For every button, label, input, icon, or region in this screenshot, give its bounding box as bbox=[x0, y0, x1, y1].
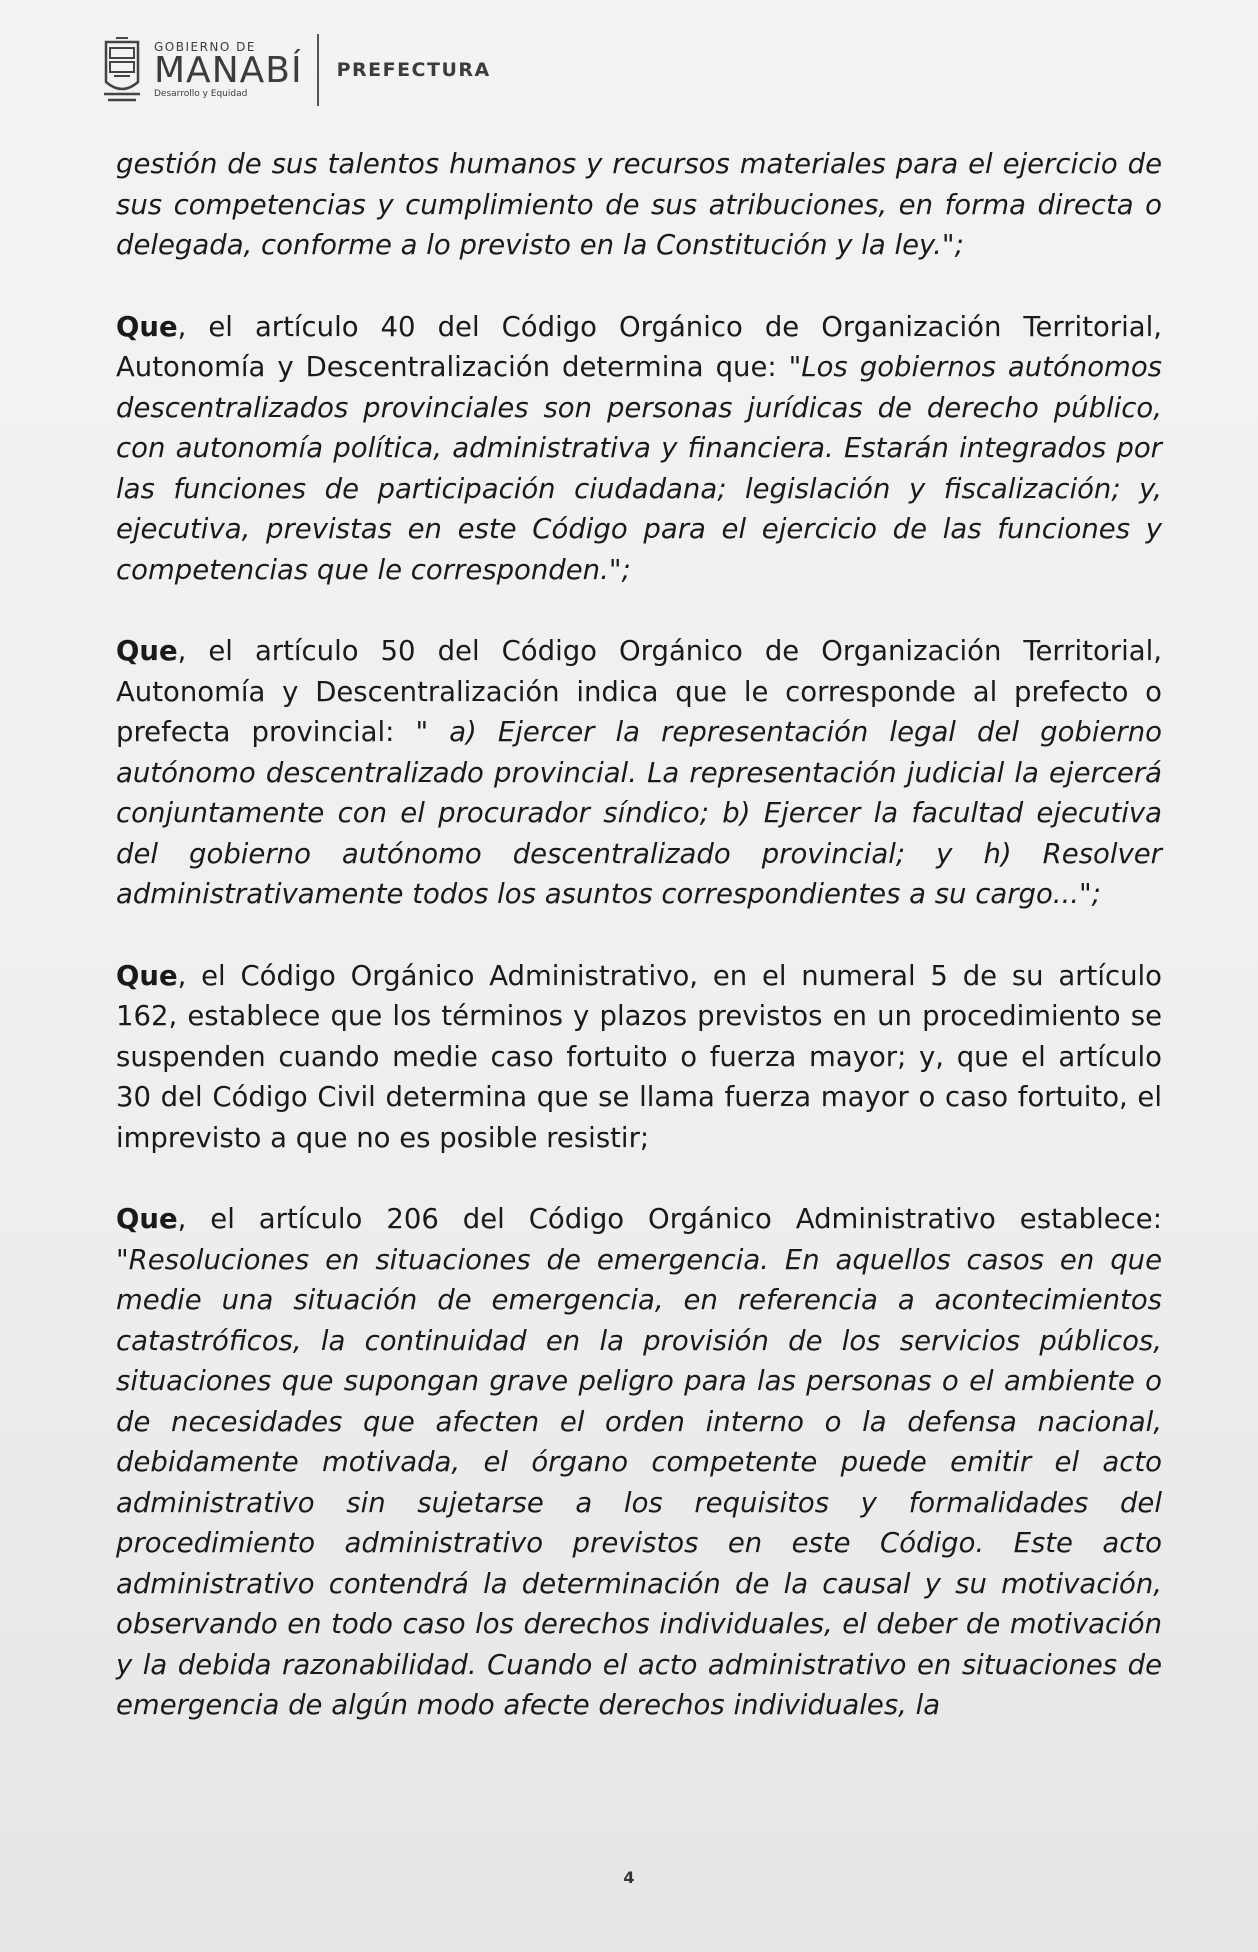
paragraph-text: gestión de sus talentos humanos y recursos materiales para el ejercicio de sus competencias y cumplimiento de sus atribuciones, en forma directa o delegada, conforme a lo previsto en la Constitución y la ley."; bbox=[116, 148, 1162, 261]
paragraph-text: , el artículo 206 del Código Orgánico Administrativo establece: bbox=[177, 1203, 1162, 1235]
header-divider bbox=[317, 34, 319, 106]
paragraph-lead: Que bbox=[116, 635, 178, 667]
paragraph-lead: Que bbox=[116, 959, 178, 992]
paragraph-text: , el artículo 50 del Código Orgánico de Organización Territorial, Autonomía y Descentralización indica que le corresponde al prefecto o prefecta provincial: bbox=[116, 635, 1162, 748]
paragraph-articulo-50 bbox=[116, 631, 1162, 915]
continued-paragraph bbox=[116, 144, 1162, 266]
paragraph-text: , el Código Orgánico Administrativo, en el numeral 5 de su artículo 162, establece que los términos y plazos previstos en un procedimiento se suspenden cuando medie caso fortuito o fuerza mayor; y, que el artículo 30 del Código Civil determina que se llama fuerza mayor o caso fortuito, el imprevisto a que no es posible resistir; bbox=[116, 959, 1162, 1154]
paragraph-quote: "Resoluciones en situaciones de emergencia. En aquellos casos en que medie una situación de emergencia, en referencia a acontecimientos catastróficos, la continuidad en la provisión de los servicios públicos, situaciones que supongan grave peligro para las personas o el ambiente o de necesidades que afecten el orden interno o la defensa nacional, debidamente motivada, el órgano competente puede emitir el acto administrativo sin sujetarse a los requisitos y formalidades del procedimiento administrativo previstos en este Código. Este acto administrativo contendrá la determinación de la causal y su motivación, observando en todo caso los derechos individuales, el deber de motivación y la debida razonabilidad. Cuando el acto administrativo en situaciones de emergencia de algún modo afecte derechos individuales, la bbox=[116, 1243, 1162, 1721]
paragraph-text: , el artículo 40 del Código Orgánico de Organización Territorial, Autonomía y Descentralización determina que: bbox=[116, 310, 1162, 383]
paragraph-quote: "Los gobiernos autónomos descentralizados provinciales son personas jurídicas de derecho público, con autonomía política, administrativa y financiera. Estarán integrados por las funciones de participación ciudadana; legislación y fiscalización; y, ejecutiva, previstas en este Código para el ejercicio de las funciones y competencias que le corresponden."; bbox=[116, 351, 1162, 586]
page-number: 4 bbox=[623, 1868, 635, 1887]
paragraph-articulo-40 bbox=[116, 307, 1162, 591]
letterhead bbox=[100, 30, 491, 110]
paragraph-articulo-206 bbox=[116, 1199, 1162, 1726]
tagline: Desarrollo y Equidad bbox=[154, 89, 248, 99]
paragraph-quote: " a) Ejercer la representación legal del gobierno autónomo descentralizado provincial. La representación judicial la ejercerá conjuntamente con el procurador síndico; b) Ejercer la facultad ejecutiva del gobierno autónomo descentralizado provincial; y h) Resolver administrativamente todos los asuntos correspondientes a su cargo..."; bbox=[116, 716, 1162, 910]
prefectura-label: PREFECTURA bbox=[336, 59, 491, 81]
paragraph-lead: Que bbox=[116, 1203, 178, 1235]
manabi-wordmark: MANABÍ bbox=[154, 50, 303, 91]
coat-of-arms-icon bbox=[100, 34, 144, 106]
paragraph-lead: Que bbox=[116, 310, 178, 343]
brand-block bbox=[154, 41, 303, 99]
paragraph-articulo-162 bbox=[116, 956, 1162, 1159]
gobierno-de-label: GOBIERNO DE bbox=[154, 40, 256, 54]
document-body bbox=[116, 144, 1162, 1767]
